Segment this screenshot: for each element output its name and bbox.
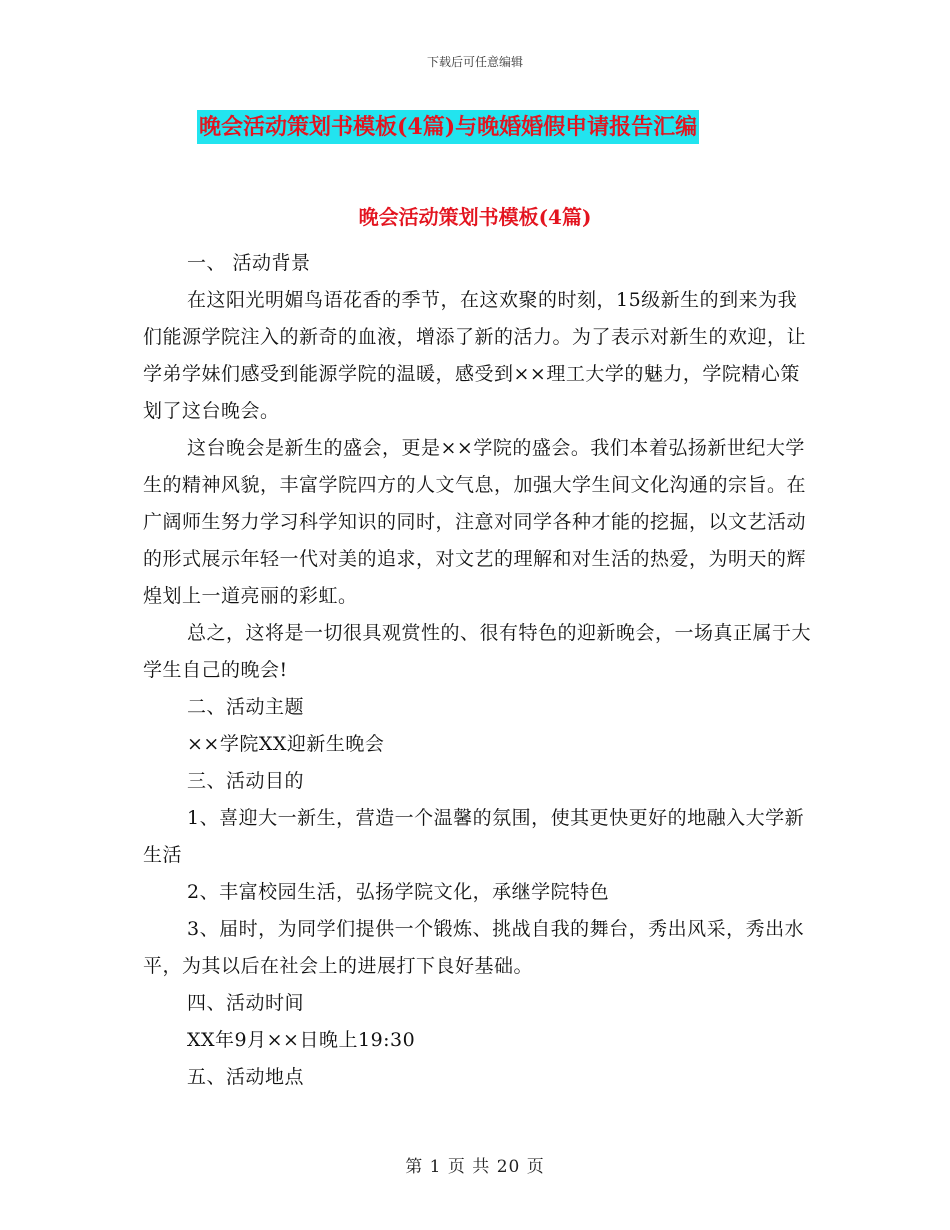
document-main-title: 晚会活动策划书模板(4篇)与晚婚婚假申请报告汇编 xyxy=(197,110,699,144)
document-body xyxy=(143,245,811,1096)
section-heading-location: 五、活动地点 xyxy=(187,1066,305,1088)
document-sub-title: 晚会活动策划书模板(4篇) xyxy=(358,205,592,229)
page-number-footer: 第 1 页 共 20 页 xyxy=(405,1157,545,1177)
header-note: 下载后可任意编辑 xyxy=(426,55,523,69)
theme-text: ××学院XX迎新生晚会 xyxy=(187,733,385,755)
section-heading-background: 一、 活动背景 xyxy=(187,252,311,274)
paragraph-background-3: 总之，这将是一切很具观赏性的、很有特色的迎新晚会，一场真正属于大学生自己的晚会! xyxy=(143,622,812,681)
section-heading-time: 四、活动时间 xyxy=(187,992,305,1014)
paragraph-background-2: 这台晚会是新生的盛会，更是××学院的盛会。我们本着弘扬新世纪大学生的精神风貌，丰富学院四方的人文气息，加强大学生间文化沟通的宗旨。在广阔师生努力学习科学知识的同时，注意对同学各种才能的挖掘，以文艺活动的形式展示年轻一代对美的追求，对文艺的理解和对生活的热爱，为明天的辉煌划上一道亮丽的彩虹。 xyxy=(143,437,807,607)
section-heading-purpose: 三、活动目的 xyxy=(187,770,305,792)
purpose-item-1: 1、喜迎大一新生，营造一个温馨的氛围，使其更快更好的地融入大学新生活 xyxy=(143,807,805,866)
time-text: XX年9月××日晚上19:30 xyxy=(187,1029,416,1051)
paragraph-background-1: 在这阳光明媚鸟语花香的季节，在这欢聚的时刻，15级新生的到来为我们能源学院注入的新奇的血液，增添了新的活力。为了表示对新生的欢迎，让学弟学妹们感受到能源学院的温暖，感受到××理工大学的魅力，学院精心策划了这台晚会。 xyxy=(143,289,807,422)
purpose-item-2: 2、丰富校园生活，弘扬学院文化，承继学院特色 xyxy=(187,881,610,903)
purpose-item-3: 3、届时，为同学们提供一个锻炼、挑战自我的舞台，秀出风采，秀出水平，为其以后在社会上的进展打下良好基础。 xyxy=(143,918,805,977)
section-heading-theme: 二、活动主题 xyxy=(187,696,305,718)
